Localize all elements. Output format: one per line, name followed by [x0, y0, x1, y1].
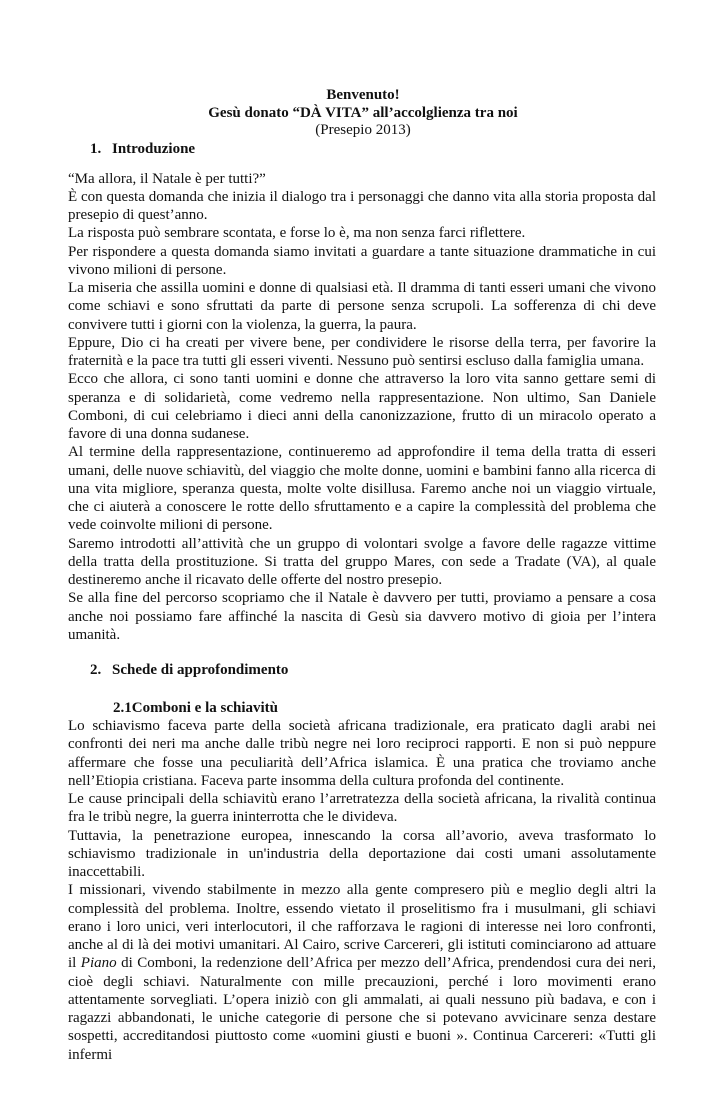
- italic-text: Piano: [80, 955, 117, 972]
- text-line: La risposta può sembrare scontata, e forse lo è, ma non senza farci riflettere.: [68, 225, 526, 242]
- text-line: vivono milioni di persone.: [68, 261, 227, 278]
- text-line: coinvolte milioni di persone.: [100, 517, 273, 534]
- section-title: Schede di approfondimento: [112, 662, 289, 678]
- text-line: i loro unici, veri interlocutori, il che rafforzava le ragioni di interesse nei loro confronti, anche al di: [68, 918, 656, 953]
- text-line: dei neri ma anche dalle tribù negre nei loro reciproci rapporti. E non si può neppure affermare che: [68, 736, 657, 771]
- section-body-comboni: [68, 717, 656, 1064]
- text-line: Al termine della rappresentazione, continueremo ad approfondire il tema della tratta di esseri: [68, 444, 656, 461]
- paragraph: [68, 827, 656, 882]
- text-line: schiavi. Naturalmente con mille precauzioni, perché i loro movimenti erano attentamente: [68, 973, 657, 1008]
- text-line: presepio di quest’anno.: [68, 207, 208, 223]
- text-line: Eppure, Dio ci ha creati per vivere bene, per condividere le risorse della terra, per favorire la: [68, 334, 656, 351]
- text-line: I missionari, vivendo stabilmente in mezzo alla gente compresero più e meglio degli altri la: [68, 882, 656, 899]
- paragraph: [68, 243, 656, 280]
- text-line: anche il ricavato delle offerte del nostro presepio.: [145, 572, 443, 588]
- paragraph: [68, 188, 656, 225]
- section-title: Introduzione: [112, 140, 196, 157]
- text-line: Comboni, la redenzione dell’Africa per mezzo dell’Africa, prendendosi cura dei neri, cioè degli: [68, 955, 656, 990]
- paragraph: [68, 717, 656, 790]
- paragraph: [68, 535, 656, 590]
- document-title-block: [70, 87, 656, 140]
- text-line: umani, delle nuove schiavitù, del viaggio che molte donne, uomini e bambini fanno alla ricerca di: [68, 462, 656, 479]
- text-line: anche noi possiamo fare affinché la nascita di Gesù sia davvero motivo di gioia per l’intera umanità.: [68, 608, 656, 643]
- paragraph: [68, 589, 656, 644]
- subsection-heading-comboni: 2.1Comboni e la schiavitù: [113, 700, 279, 716]
- text-line: di cui celebriamo i dieci anni della canonizzazione, frutto di un miracolo operato a favore di una: [68, 407, 657, 442]
- text-line: accreditandosi piuttosto come «uomini giusti e buoni ». Continua Carcereri: «Tutti gli infermi: [68, 1028, 656, 1063]
- text-line: abbandonati, le uniche categorie di persone che si potevano avvicinare senza destare sospetti,: [68, 1010, 656, 1045]
- text-line: le tribù negre, la guerra ininterrotta che le divideva.: [88, 809, 398, 826]
- document-subtitle: (Presepio 2013): [315, 122, 411, 138]
- text-line: ci aiuterà a conoscere le rotte dello sfruttamento e a capire la complessità del problema che vede: [68, 499, 657, 534]
- document-title: Gesù donato “DÀ VITA” all’accolglienza tra noi: [208, 104, 518, 121]
- section-number: 2.: [90, 662, 102, 678]
- paragraph: [68, 334, 656, 371]
- text-line: Se alla fine del percorso scopriamo che il Natale è davvero per tutti, proviamo a pensare a cosa: [68, 590, 656, 607]
- paragraph: [68, 170, 656, 188]
- paragraph: [68, 279, 656, 334]
- text-line: Ecco che allora, ci sono tanti uomini e donne che attraverso la loro vita sanno gettare semi di: [68, 371, 656, 388]
- section-number: 1.: [90, 140, 102, 157]
- welcome-heading: Benvenuto!: [326, 87, 400, 103]
- text-line: tutti i giorni con la violenza, la guerra, la paura.: [130, 316, 417, 333]
- text-line: La miseria che assilla uomini e donne di qualsiasi età. Il dramma di tanti esseri umani che vivono: [68, 280, 656, 296]
- paragraph: [68, 881, 656, 1064]
- text-line: Per rispondere a questa domanda siamo invitati a guardare a tante situazione drammatiche in cui: [68, 243, 656, 260]
- text-line: là dei motivi umanitari. Al Cairo, scrive Carcereri, gli istituti cominciarono ad attuare il Piano di: [68, 937, 657, 972]
- text-line: complessità del problema. Inoltre, essendo vietato il proselitismo fra i musulmani, gli schiavi erano: [68, 900, 656, 935]
- text-line: fosse una peculiarità dell’Africa islamica. È una pratica che troviamo anche nell’Etiopia cristiana.: [68, 754, 657, 789]
- section-heading-introduzione: [90, 140, 656, 158]
- text-line: speranza e di solidarietà, come vedremo nella rappresentazione. Non ultimo, San Daniele Comboni,: [68, 389, 656, 424]
- section-body-introduzione: [68, 170, 656, 645]
- text-line: È con questa domanda che inizia il dialogo tra i personaggi che danno vita alla storia proposta dal: [68, 188, 656, 205]
- paragraph: [68, 224, 656, 242]
- text-line: tradizionale in un'industria della deportazione dai costi umani assolutamente inaccettabili.: [68, 845, 656, 880]
- paragraph: [68, 443, 656, 534]
- text-line: come schiavi e sono sfruttati da parte di persone senza scrupoli. La sofferenza di chi deve convivere: [68, 298, 656, 333]
- text-line: donna sudanese.: [150, 426, 250, 442]
- text-line: una vita migliore, speranza questa, molte volte disillusa. Faremo anche noi un viaggio virtuale, che: [68, 480, 656, 515]
- text-line: sorvegliati. L’opera iniziò con gli ammalati, ai quali nessuno più badava, e con i ragazzi: [68, 991, 656, 1026]
- paragraph: [68, 790, 656, 827]
- text-line: Saremo introdotti all’attività che un gruppo di volontari svolge a favore delle ragazze vittime della: [68, 535, 656, 570]
- text-line: Lo schiavismo faceva parte della società africana tradizionale, era praticato dagli arabi nei confronti: [68, 718, 656, 753]
- paragraph: [68, 370, 656, 443]
- section-heading-schede: [90, 661, 656, 679]
- text-line: fraternità e la pace tra tutti gli esseri viventi. Nessuno può sentirsi escluso dalla famiglia umana.: [68, 353, 645, 369]
- text-line: “Ma allora, il Natale è per tutti?”: [68, 170, 266, 187]
- text-line: tratta della prostituzione. Si tratta del gruppo Mares, con sede a Tradate (VA), al quale destineremo: [68, 553, 656, 588]
- text-line: Tuttavia, la penetrazione europea, innescando la corsa all’avorio, aveva trasformato lo schiavismo: [68, 827, 656, 862]
- text-line: Le cause principali della schiavitù erano l’arretratezza della società africana, la rivalità continua fra: [68, 791, 656, 826]
- text-line: Faceva parte insomma della cultura profonda del continente.: [200, 772, 565, 789]
